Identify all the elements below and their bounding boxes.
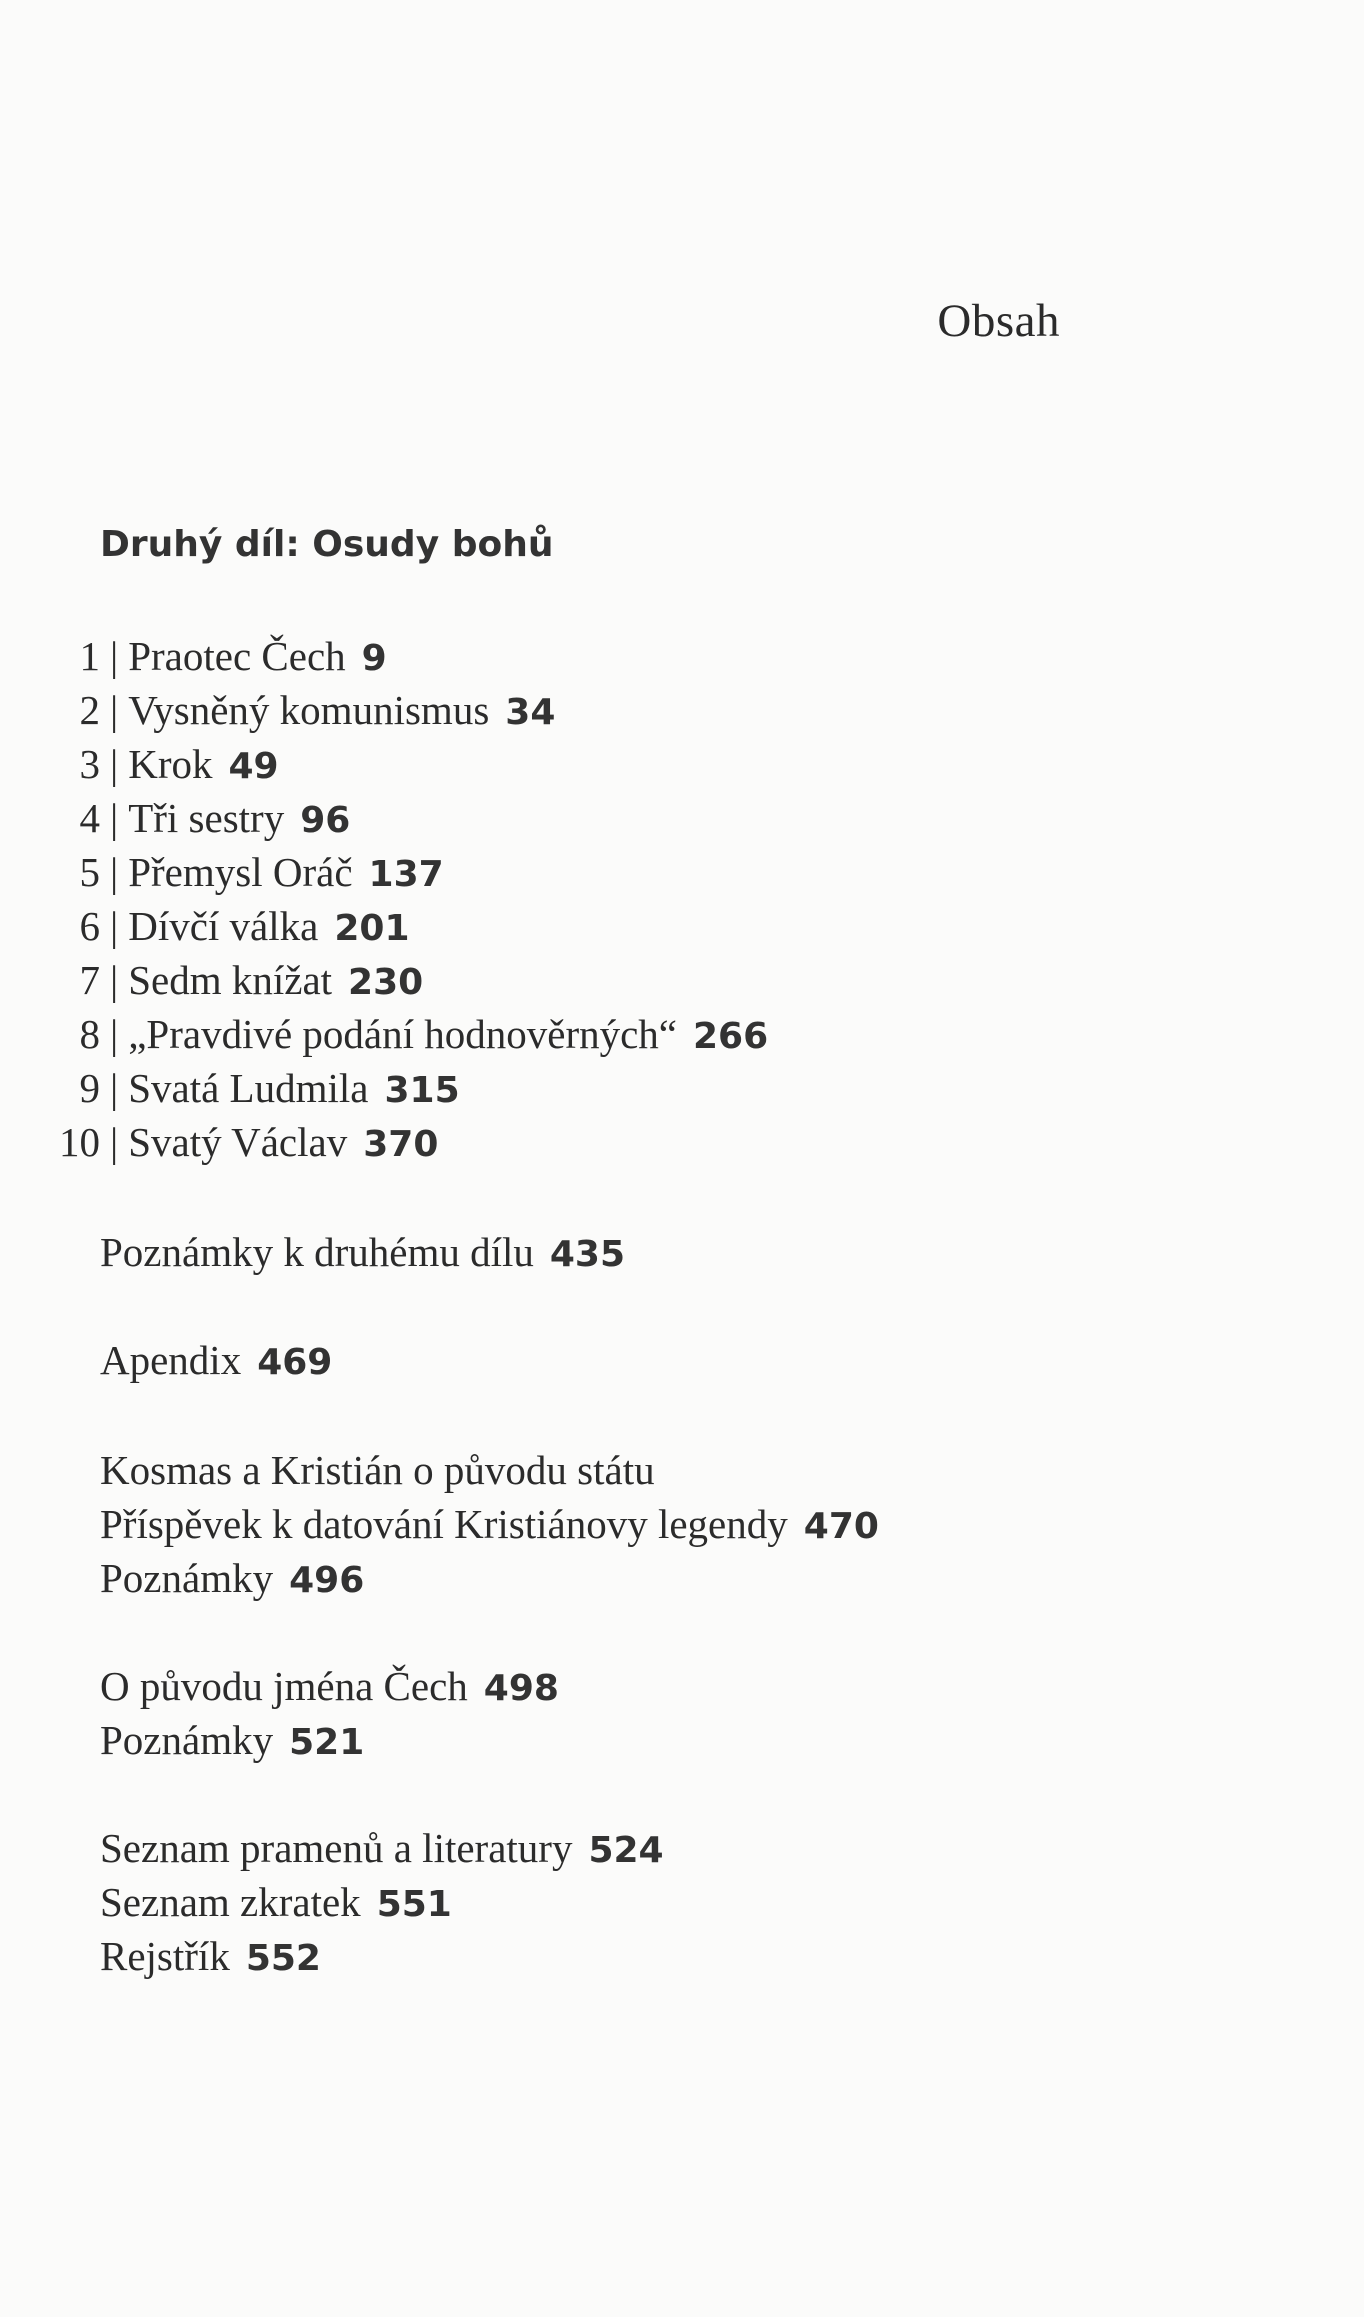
page-number: 551 <box>376 1884 452 1925</box>
part-heading: Druhý díl: Osudy bohů <box>100 524 554 565</box>
toc-entry-chapter-4[interactable] <box>42 795 351 841</box>
page-number: 137 <box>368 854 444 895</box>
page-number: 370 <box>363 1124 439 1165</box>
toc-entry-chapter-6[interactable] <box>42 903 410 949</box>
chapter-separator: | <box>110 795 119 841</box>
page-number: 552 <box>245 1938 321 1979</box>
page-number: 96 <box>300 800 351 841</box>
chapter-separator: | <box>110 687 119 733</box>
page-number: 266 <box>693 1016 769 1057</box>
entry-title: Poznámky k druhému dílu <box>100 1229 534 1275</box>
toc-entry-kosmas-notes[interactable] <box>100 1555 365 1601</box>
chapter-number: 2 <box>79 687 100 733</box>
chapter-separator: | <box>110 1065 119 1111</box>
toc-entry-chapter-2[interactable] <box>42 687 556 733</box>
entry-title: Rejstřík <box>100 1933 230 1979</box>
chapter-number: 10 <box>59 1119 100 1165</box>
chapter-title: Svatý Václav <box>128 1119 348 1165</box>
toc-entry-chapter-8[interactable] <box>42 1011 769 1057</box>
toc-entry-notes-part-two[interactable] <box>100 1229 626 1275</box>
entry-title: Poznámky <box>100 1555 274 1601</box>
entry-title: Příspěvek k datování Kristiánovy legendy <box>100 1501 788 1547</box>
section-title: Kosmas a Kristián o původu státu <box>100 1447 655 1493</box>
chapter-title: Krok <box>128 741 213 787</box>
page-number: 435 <box>549 1234 626 1275</box>
chapter-title: Praotec Čech <box>128 633 346 679</box>
chapter-separator: | <box>110 1119 119 1165</box>
toc-entry-appendix[interactable] <box>100 1337 333 1383</box>
entry-title: Seznam zkratek <box>100 1879 361 1925</box>
chapter-number: 6 <box>79 903 100 949</box>
chapter-separator: | <box>110 1011 119 1057</box>
chapter-title: Dívčí válka <box>128 903 319 949</box>
toc-entry-chapter-5[interactable] <box>42 849 444 895</box>
chapter-separator: | <box>110 957 119 1003</box>
toc-entry-index[interactable] <box>100 1933 321 1979</box>
toc-entry-name-origin-notes[interactable] <box>100 1717 365 1763</box>
toc-entry-abbreviations[interactable] <box>100 1879 452 1925</box>
toc-entry-name-origin[interactable] <box>100 1663 559 1709</box>
chapter-number: 4 <box>79 795 100 841</box>
page-number: 524 <box>588 1830 664 1871</box>
chapter-title: Sedm knížat <box>128 957 333 1003</box>
chapter-title: Přemysl Oráč <box>128 849 353 895</box>
page-number: 498 <box>483 1668 559 1709</box>
page-number: 201 <box>334 908 410 949</box>
page-number: 470 <box>803 1506 879 1547</box>
entry-title: Poznámky <box>100 1717 274 1763</box>
chapter-separator: | <box>110 849 119 895</box>
page-number: 315 <box>384 1070 460 1111</box>
page-number: 230 <box>348 962 424 1003</box>
page-number: 9 <box>361 638 387 679</box>
toc-entry-sources[interactable] <box>100 1825 664 1871</box>
toc-entry-chapter-7[interactable] <box>42 957 424 1003</box>
toc-entry-chapter-9[interactable] <box>42 1065 460 1111</box>
chapter-separator: | <box>110 633 119 679</box>
appendix-section-heading <box>100 1447 655 1493</box>
toc-entry-kosmas-article[interactable] <box>100 1501 879 1547</box>
toc-entry-chapter-3[interactable] <box>42 741 279 787</box>
entry-title: Apendix <box>100 1337 242 1383</box>
page-title: Obsah <box>937 295 1060 347</box>
chapter-number: 1 <box>79 633 100 679</box>
chapter-number: 9 <box>79 1065 100 1111</box>
toc-entry-chapter-10[interactable] <box>42 1119 439 1165</box>
chapter-title: Tři sestry <box>128 795 285 841</box>
chapter-title: „Pravdivé podání hodnověrných“ <box>128 1011 677 1057</box>
chapter-number: 3 <box>79 741 100 787</box>
page-number: 34 <box>505 692 556 733</box>
page-number: 469 <box>257 1342 333 1383</box>
chapter-number: 7 <box>79 957 100 1003</box>
chapter-title: Vysněný komunismus <box>128 687 490 733</box>
chapter-separator: | <box>110 741 119 787</box>
chapter-title: Svatá Ludmila <box>128 1065 369 1111</box>
page-number: 496 <box>289 1560 365 1601</box>
entry-title: Seznam pramenů a literatury <box>100 1825 573 1871</box>
page-number: 49 <box>228 746 279 787</box>
chapter-number: 8 <box>79 1011 100 1057</box>
toc-entry-chapter-1[interactable] <box>42 633 387 679</box>
chapter-separator: | <box>110 903 119 949</box>
page-number: 521 <box>289 1722 365 1763</box>
chapter-number: 5 <box>79 849 100 895</box>
entry-title: O původu jména Čech <box>100 1663 468 1709</box>
